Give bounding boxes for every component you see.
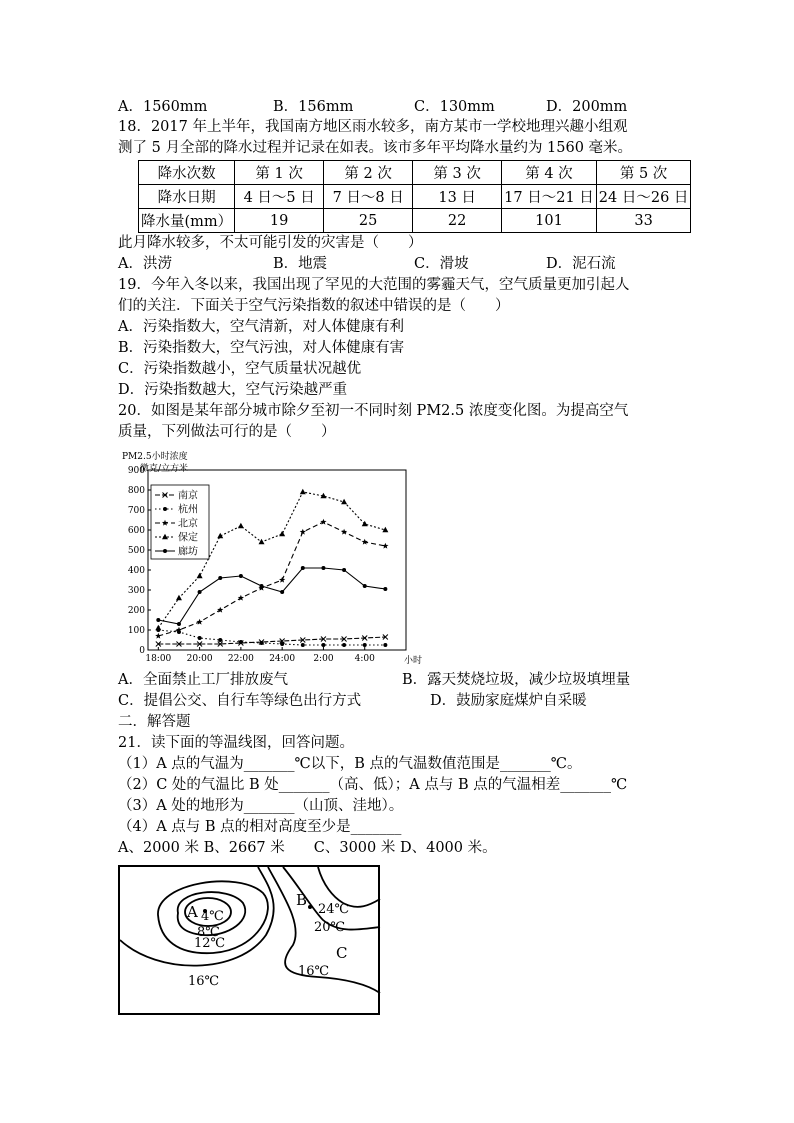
chart-point [342,568,346,572]
chart-series-line [158,568,385,624]
q20-option-d[interactable]: D．鼓励家庭煤炉自采暖 [430,693,587,709]
chart-x-tick-label: 2:00 [313,654,334,664]
q18-option-d[interactable]: D．泥石流 [546,256,616,272]
chart-y-tick-label: 500 [127,546,145,556]
chart-point [279,531,285,536]
q21-sub4: （4）A 点与 B 点的相对高度至少是_______ [118,819,402,835]
label-20c: 20℃ [314,920,346,935]
q20-stem-line1: 20．如图是某年部分城市除夕至初一不同时刻 PM2.5 浓度变化图。为提高空气 [118,403,629,419]
table-cell: 7 日～8 日 [324,185,413,209]
chart-point [280,590,284,594]
rainfall-table [138,160,691,233]
chart-point [320,519,326,525]
label-8c: 8℃ [197,925,220,940]
chart-point [238,523,244,528]
chart-point [363,584,367,588]
label-16c-left: 16℃ [188,974,220,989]
q17-options [118,97,678,117]
q19-stem-line2: 们的关注．下面关于空气污染指数的叙述中错误的是（ ） [118,298,510,314]
q19-option-d[interactable]: D．污染指数越大，空气污染越严重 [118,382,348,398]
chart-point [155,625,161,630]
chart-y-tick-label: 300 [127,586,145,596]
chart-point [239,640,243,644]
q21-sub3: （3）A 处的地形为_______（山顶、洼地）。 [118,798,404,814]
chart-point [155,633,161,639]
q17-option-c[interactable]: C．130mm [414,99,495,115]
q19-option-a[interactable]: A．污染指数大，空气清新，对人体健康有利 [118,319,404,335]
q18-stem-line1: 18．2017 年上半年，我国南方地区雨水较多，南方某市一学校地理兴趣小组观 [118,119,628,135]
chart-x-tick-label: 4:00 [354,654,375,664]
q21-sub2: （2）C 处的气温比 B 处_______（高、低）；A 点与 B 点的气温相差_______℃ [118,777,628,793]
chart-series-5 [156,566,387,626]
chart-x-tick-label: 18:00 [145,654,172,664]
q17-option-d[interactable]: D．200mm [546,99,628,115]
chart-y-tick-label: 900 [127,466,145,476]
table-cell: 第 3 次 [413,161,502,185]
chart-yunit: 微克/立方米 [140,464,189,474]
chart-legend-label: 北京 [178,518,198,530]
chart-point [382,543,388,549]
chart-point [342,643,346,647]
chart-point [279,577,285,583]
table-cell: 降水次数 [139,161,235,185]
chart-point [239,574,243,578]
chart-point [363,643,367,647]
chart-legend-label: 保定 [178,532,198,544]
q18-options [118,254,678,274]
chart-y-tick-label: 100 [127,626,145,636]
chart-point [198,590,202,594]
table-cell: 4 日～5 日 [235,185,324,209]
chart-point [218,638,222,642]
chart-x-tick-label: 20:00 [186,654,213,664]
label-4c: 4℃ [201,909,224,924]
label-12c: 12℃ [194,936,226,951]
chart-series-line [158,630,385,645]
label-24c: 24℃ [318,902,350,917]
chart-point [300,489,306,494]
chart-point [300,529,306,535]
label-c: C [336,944,348,962]
table-cell: 降水日期 [139,185,235,209]
table-cell: 19 [235,209,324,233]
chart-point [383,587,387,591]
chart-series-1 [156,635,388,647]
chart-point [280,642,284,646]
q20-option-b[interactable]: B．露天焚烧垃圾，减少垃圾填埋量 [402,672,631,688]
chart-point [196,619,202,625]
isotherm-map [118,865,382,1017]
chart-point [260,641,264,645]
chart-x-tick-label: 24:00 [269,654,296,664]
chart-legend-label: 杭州 [178,504,198,516]
q20-options-row2 [118,691,678,711]
q20-option-c[interactable]: C．提倡公交、自行车等绿色出行方式 [118,693,362,709]
table-cell: 降水量(mm） [139,209,235,233]
chart-point [218,576,222,580]
chart-point [259,539,265,544]
point-b-marker [308,905,312,909]
chart-point [163,549,167,553]
chart-y-tick-label: 200 [127,606,145,616]
table-row [139,209,691,233]
chart-point [301,643,305,647]
q17-option-a[interactable]: A．1560mm [118,99,208,115]
chart-point [198,636,202,640]
chart-point [383,643,387,647]
q18-option-c[interactable]: C．滑坡 [414,256,469,272]
chart-point [163,507,167,511]
table-cell: 第 5 次 [596,161,691,185]
chart-point [341,529,347,535]
table-cell: 17 日～21 日 [502,185,597,209]
table-cell: 24 日～26 日 [596,185,691,209]
q17-option-b[interactable]: B．156mm [273,99,354,115]
chart-y-tick-label: 400 [127,566,145,576]
table-cell: 第 2 次 [324,161,413,185]
chart-point [260,584,264,588]
q19-option-c[interactable]: C．污染指数越小，空气质量状况越优 [118,361,362,377]
chart-point [362,521,368,526]
table-cell: 25 [324,209,413,233]
chart-point [321,643,325,647]
q21-intro: 21．读下面的等温线图，回答问题。 [118,735,354,751]
table-row [139,185,691,209]
table-cell: 第 4 次 [502,161,597,185]
chart-series-line [158,637,385,644]
chart-point [176,595,182,600]
section-title: 二．解答题 [118,714,191,730]
q21-sub1: （1）A 点的气温为_______℃以下，B 点的气温数值范围是_______℃。 [118,756,582,772]
chart-y-tick-label: 0 [139,646,145,656]
q20-option-a[interactable]: A．全面禁止工厂排放废气 [118,672,288,688]
chart-x-tick-label: 22:00 [227,654,254,664]
chart-y-tick-label: 600 [127,526,145,536]
chart-point [321,566,325,570]
q19-option-b[interactable]: B．污染指数大，空气污浊，对人体健康有害 [118,340,405,356]
pm25-line-chart [118,447,428,667]
chart-point [156,618,160,622]
label-b: B [296,891,308,909]
q20-stem-line2: 质量，下列做法可行的是（ ） [118,424,336,440]
chart-point [301,566,305,570]
q20-options-row1 [118,670,678,690]
chart-xunit: 小时 [404,656,423,666]
label-a: A [187,903,198,921]
chart-legend [151,485,209,559]
table-cell: 第 1 次 [235,161,324,185]
q18-option-a[interactable]: A．洪涝 [118,256,172,272]
label-16c-right: 16℃ [298,964,330,979]
q18-question: 此月降水较多，不太可能引发的灾害是（ ） [118,235,423,251]
chart-point [197,573,203,578]
chart-legend-label: 廊坊 [178,546,198,558]
q18-option-b[interactable]: B．地震 [273,256,328,272]
table-cell: 33 [596,209,691,233]
chart-y-tick-label: 800 [127,486,145,496]
table-row [139,161,691,185]
chart-ylabel: PM2.5小时浓度 [122,452,188,462]
chart-legend-label: 南京 [178,490,198,502]
q18-stem-line2: 测了 5 月全部的降水过程并记录在如表。该市多年平均降水量约为 1560 毫米。 [118,140,633,156]
table-cell: 101 [502,209,597,233]
chart-point [362,539,368,545]
table-cell: 13 日 [413,185,502,209]
q19-stem-line1: 19．今年入冬以来，我国出现了罕见的大范围的雾霾天气，空气质量更加引起人 [118,277,630,293]
chart-y-tick-label: 700 [127,506,145,516]
chart-point [177,622,181,626]
q21-choices: A、2000 米 B、2667 米 C、3000 米 D、4000 米。 [118,840,497,856]
table-cell: 22 [413,209,502,233]
